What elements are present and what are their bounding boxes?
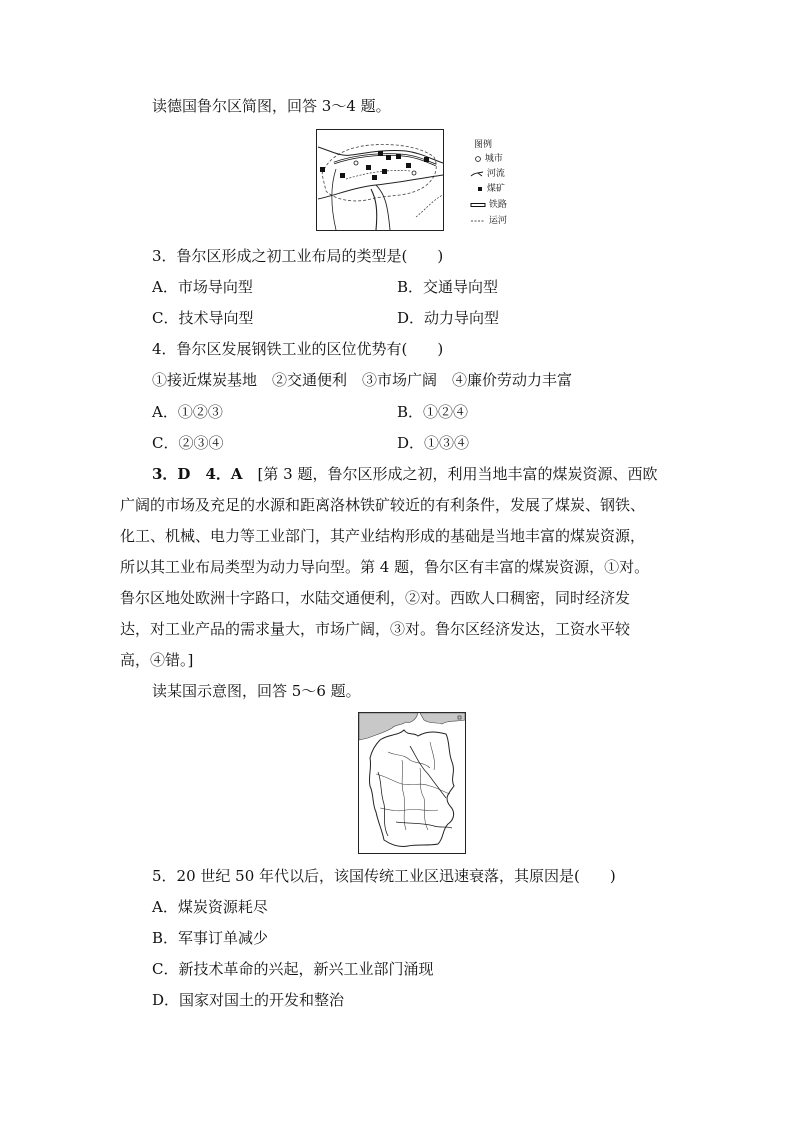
answer-line-7: 高，④错。] bbox=[120, 651, 194, 669]
q5-option-d: D．国家对国土的开发和整治 bbox=[152, 991, 345, 1009]
canal-icon bbox=[470, 217, 486, 225]
q3-option-d: D．动力导向型 bbox=[397, 309, 500, 327]
country-map bbox=[358, 712, 466, 854]
river-icon bbox=[470, 170, 484, 178]
q4-option-b: B．①②④ bbox=[397, 403, 469, 421]
q3-stem: 3．鲁尔区形成之初工业布局的类型是( ) bbox=[152, 247, 444, 265]
q5-option-a: A．煤炭资源耗尽 bbox=[152, 898, 268, 916]
q5-option-b: B．军事订单减少 bbox=[152, 929, 269, 947]
q4-stem: 4．鲁尔区发展钢铁工业的区位优势有( ) bbox=[152, 340, 444, 358]
answer-line-1: 3．D 4．A [第 3 题，鲁尔区形成之初，利用当地丰富的煤炭资源、西欧 bbox=[152, 465, 658, 483]
answer-line-5: 鲁尔区地处欧洲十字路口，水陆交通便利，②对。西欧人口稠密，同时经济发 bbox=[120, 589, 631, 607]
q4-option-a: A．①②③ bbox=[152, 403, 223, 421]
legend-coal: 煤矿 bbox=[476, 184, 505, 195]
intro-country: 读某国示意图，回答 5～6 题。 bbox=[152, 682, 361, 700]
coal-mine-icon bbox=[476, 185, 484, 193]
q4-items: ①接近煤炭基地 ②交通便利 ③市场广阔 ④廉价劳动力丰富 bbox=[152, 371, 573, 389]
legend-river: 河流 bbox=[470, 169, 505, 180]
q4-option-c: C．②③④ bbox=[152, 434, 224, 452]
ruhr-map bbox=[316, 129, 444, 231]
q3-option-a: A．市场导向型 bbox=[152, 278, 253, 296]
q5-stem: 5．20 世纪 50 年代以后，该国传统工业区迅速衰落，其原因是( ) bbox=[152, 867, 616, 885]
q3-option-b: B．交通导向型 bbox=[397, 278, 499, 296]
answer-line-3: 化工、机械、电力等工业部门，其产业结构形成的基础是当地丰富的煤炭资源， bbox=[120, 527, 646, 545]
answer-line-2: 广阔的市场及充足的水源和距离洛林铁矿较近的有利条件，发展了煤炭、钢铁、 bbox=[120, 496, 646, 514]
country-map-figure bbox=[358, 712, 466, 854]
legend-city: 城市 bbox=[474, 154, 503, 165]
ruhr-map-figure bbox=[316, 129, 444, 231]
legend-railway: 铁路 bbox=[470, 200, 507, 211]
legend-title: 图例 bbox=[474, 140, 493, 150]
q3-option-c: C．技术导向型 bbox=[152, 309, 254, 327]
legend-canal: 运河 bbox=[470, 216, 507, 227]
answer-line-4: 所以其工业布局类型为动力导向型。第 4 题，鲁尔区有丰富的煤炭资源，①对。 bbox=[120, 558, 650, 576]
city-icon bbox=[474, 155, 482, 163]
railway-icon bbox=[470, 201, 486, 209]
intro-ruhr: 读德国鲁尔区简图，回答 3～4 题。 bbox=[152, 97, 391, 115]
q4-option-d: D．①③④ bbox=[397, 434, 470, 452]
answer-line-6: 达，对工业产品的需求量大，市场广阔，③对。鲁尔区经济发达，工资水平较 bbox=[120, 620, 631, 638]
q5-option-c: C．新技术革命的兴起，新兴工业部门涌现 bbox=[152, 960, 434, 978]
answer-key: 3．D 4．A bbox=[152, 465, 243, 483]
